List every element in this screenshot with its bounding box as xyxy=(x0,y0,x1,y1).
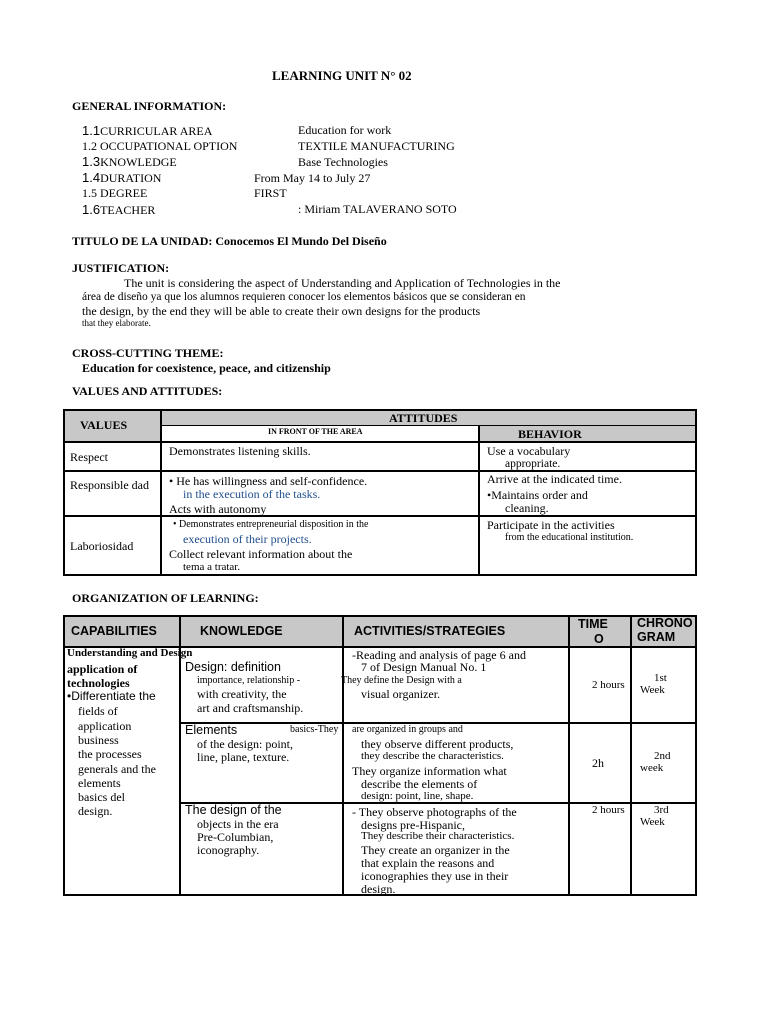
time-header: O xyxy=(594,632,604,646)
activity-text: describe the elements of xyxy=(361,777,478,791)
activity-text: iconographies they use in their xyxy=(361,869,509,883)
attitude-cell: • He has willingness and self-confidence. xyxy=(169,474,368,488)
capability-text: •Differentiate the xyxy=(67,689,156,703)
knowledge-header: KNOWLEDGE xyxy=(200,624,283,638)
chrono-cell: Week xyxy=(640,816,665,828)
capability-text: fields of xyxy=(78,704,118,718)
knowledge-text: with creativity, the xyxy=(197,687,287,701)
behavior-cell: from the educational institution. xyxy=(505,532,634,543)
general-info-value: TEXTILE MANUFACTURING xyxy=(298,139,455,153)
behavior-cell: appropriate. xyxy=(505,458,561,470)
justification-line: the design, by the end they will be able to create their own designs for the products xyxy=(82,304,481,318)
capability-text: elements xyxy=(78,776,121,790)
capability-text: technologies xyxy=(67,676,130,690)
general-info-value: FIRST xyxy=(254,186,287,200)
capability-text: design. xyxy=(78,804,113,818)
time-cell: 2 hours xyxy=(592,679,625,691)
knowledge-text: line, plane, texture. xyxy=(197,750,290,764)
attitude-cell: Acts with autonomy xyxy=(169,502,267,516)
activity-text: - They observe photographs of the xyxy=(352,805,517,819)
attitude-cell: execution of their projects. xyxy=(183,532,312,546)
knowledge-text: iconography. xyxy=(197,843,260,857)
knowledge-text: Pre-Columbian, xyxy=(197,830,274,844)
general-info-value: : Miriam TALAVERANO SOTO xyxy=(298,202,457,216)
chrono-cell: 1st xyxy=(654,672,667,684)
capability-text: business xyxy=(78,733,119,747)
justification-heading: JUSTIFICATION: xyxy=(72,261,170,275)
activity-text: are organized in groups and xyxy=(352,724,463,735)
general-info-row: 1.4DURATION xyxy=(82,170,162,185)
activities-header: ACTIVITIES/STRATEGIES xyxy=(354,624,506,638)
activity-text: They describe their characteristics. xyxy=(361,830,515,842)
behavior-cell: •Maintains order and xyxy=(487,488,588,502)
knowledge-text: Design: definition xyxy=(185,660,281,674)
time-cell: 2 hours xyxy=(592,804,625,816)
capability-text: generals and the xyxy=(78,762,156,776)
activity-text: They organize information what xyxy=(352,764,507,778)
knowledge-text: basics-They xyxy=(290,724,339,735)
chrono-cell: 2nd xyxy=(654,750,671,762)
capability-text: application of xyxy=(67,662,138,676)
behavior-header: BEHAVIOR xyxy=(518,427,582,441)
chrono-cell: week xyxy=(640,762,664,774)
chrono-header: GRAM xyxy=(637,630,676,644)
activity-text: They create an organizer in the xyxy=(361,843,510,857)
attitude-cell: • Demonstrates entrepreneurial disposition in the xyxy=(173,519,369,530)
value-cell: Respect xyxy=(70,450,108,464)
general-info-row: 1.3KNOWLEDGE xyxy=(82,154,177,169)
knowledge-text: objects in the era xyxy=(197,817,279,831)
general-info-row: 1.5 DEGREE xyxy=(82,186,148,200)
behavior-cell: cleaning. xyxy=(505,501,549,515)
cross-cutting-heading: CROSS-CUTTING THEME: xyxy=(72,346,224,360)
knowledge-text: importance, relationship - xyxy=(197,675,301,686)
activity-text: They define the Design with a xyxy=(341,675,462,686)
chrono-cell: Week xyxy=(640,684,665,696)
organization-heading: ORGANIZATION OF LEARNING: xyxy=(72,591,259,605)
in-front-header: IN FRONT OF THE AREA xyxy=(268,427,363,436)
general-info-value: Base Technologies xyxy=(298,155,388,169)
activity-text: that explain the reasons and xyxy=(361,856,495,870)
activity-text: designs pre-Hispanic, xyxy=(361,818,465,832)
capability-text: basics del xyxy=(78,790,125,804)
behavior-cell: Arrive at the indicated time. xyxy=(487,472,622,486)
chrono-cell: 3rd xyxy=(654,804,669,816)
activity-text: 7 of Design Manual No. 1 xyxy=(361,660,487,674)
activity-text: design. xyxy=(361,882,396,896)
capability-text: application xyxy=(78,719,132,733)
behavior-cell: Use a vocabulary xyxy=(487,444,571,458)
knowledge-text: of the design: point, xyxy=(197,737,293,751)
general-info-heading: GENERAL INFORMATION: xyxy=(72,99,227,113)
time-header: TIME xyxy=(578,617,608,631)
justification-line: that they elaborate. xyxy=(82,318,151,328)
attitudes-header: ATTITUDES xyxy=(389,411,458,425)
cross-cutting-text: Education for coexistence, peace, and citizenship xyxy=(82,361,331,375)
capability-text: the processes xyxy=(78,747,142,761)
activity-text: -Reading and analysis of page 6 and xyxy=(352,648,526,662)
attitude-cell: tema a tratar. xyxy=(183,561,241,573)
values-heading: VALUES AND ATTITUDES: xyxy=(72,384,223,398)
knowledge-text: The design of the xyxy=(185,803,282,817)
chrono-header: CHRONO xyxy=(637,616,693,630)
justification-line: The unit is considering the aspect of Understanding and Application of Technologies in the xyxy=(124,276,561,290)
value-cell: Laboriosidad xyxy=(70,539,134,553)
general-info-value: From May 14 to July 27 xyxy=(254,171,371,185)
behavior-cell: Participate in the activities xyxy=(487,518,615,532)
time-cell: 2h xyxy=(592,756,604,770)
capabilities-header: CAPABILITIES xyxy=(71,624,157,638)
general-info-row: 1.6TEACHER xyxy=(82,202,156,217)
knowledge-text: art and craftsmanship. xyxy=(197,701,304,715)
activity-text: they observe different products, xyxy=(361,737,514,751)
attitude-cell: Collect relevant information about the xyxy=(169,547,353,561)
attitude-cell: Demonstrates listening skills. xyxy=(169,444,311,458)
activity-text: visual organizer. xyxy=(361,687,441,701)
knowledge-text: Elements xyxy=(185,723,238,737)
unit-title: TITULO DE LA UNIDAD: Conocemos El Mundo Del Diseño xyxy=(72,234,387,248)
page-title: LEARNING UNIT N° 02 xyxy=(272,68,412,83)
general-info-row: 1.2 OCCUPATIONAL OPTION xyxy=(82,139,238,153)
justification-line: área de diseño ya que los alumnos requieren conocer los elementos básicos que se consideran en xyxy=(82,291,526,303)
capability-text: Understanding and Design xyxy=(67,647,193,659)
activity-text: they describe the characteristics. xyxy=(361,750,504,762)
attitude-cell: in the execution of the tasks. xyxy=(183,487,321,501)
value-cell: Responsible dad xyxy=(70,478,149,492)
values-header: VALUES xyxy=(80,418,128,432)
activity-text: design: point, line, shape. xyxy=(361,790,474,802)
general-info-row: 1.1CURRICULAR AREA xyxy=(82,123,213,138)
general-info-value: Education for work xyxy=(298,123,392,137)
